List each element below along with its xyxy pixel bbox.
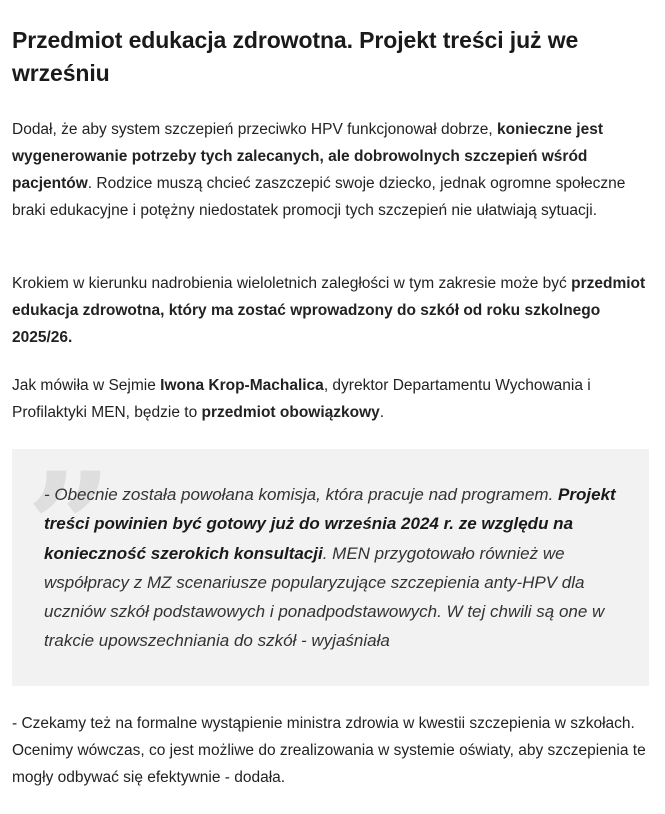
paragraph-bold-text: przedmiot obowiązkowy: [201, 404, 380, 421]
quote-bold-text: Projekt treści powinien być gotowy już do września 2024 r. ze względu na konieczność szerokich konsultacji: [44, 485, 616, 563]
person-name: Iwona Krop-Machalica: [160, 377, 324, 394]
article-heading: Przedmiot edukacja zdrowotna. Projekt treści już we wrześniu: [12, 27, 579, 86]
blockquote: [12, 440, 649, 686]
paragraph-text: , dyrektor Departamentu Wychowania i Profilaktyki MEN, będzie to: [12, 377, 591, 421]
paragraph-minister-statement: [12, 710, 652, 791]
paragraph-sejm-statement: [12, 372, 652, 426]
paragraph-health-education: [12, 270, 652, 351]
quote-text: . MEN przygotowało również we współpracy z MZ scenariusze popularyzujące szczepienia anty-HPV dla uczniów szkół podstawowych i ponadpodstawowych. W tej chwili są one w trakcie upowszechniania do szkół - wyjaśniała: [44, 543, 605, 651]
paragraph-bold-text: przedmiot edukacja zdrowotna, który ma zostać wprowadzony do szkół od roku szkolnego 2025/26.: [12, 275, 646, 346]
blockquote-text: [44, 480, 634, 656]
paragraph-text: . Rodzice muszą chcieć zaszczepić swoje dziecko, jednak ogromne społeczne braki edukacyjne i potężny niedostatek promocji tych szczepień nie ułatwiają sytuacji.: [12, 175, 626, 219]
paragraph-text: .: [379, 404, 385, 421]
paragraph-text: Krokiem w kierunku nadrobienia wieloletnich zaległości w tym zakresie może być: [12, 275, 572, 292]
paragraph-bold-text: konieczne jest wygenerowanie potrzeby tych zalecanych, ale dobrowolnych szczepień wśród pacjentów: [12, 121, 603, 192]
paragraph-text: Jak mówiła w Sejmie: [12, 377, 161, 394]
paragraph-text: Dodał, że aby system szczepień przeciwko HPV funkcjonował dobrze,: [12, 121, 498, 138]
quote-text: - Obecnie została powołana komisja, która pracuje nad programem.: [44, 485, 559, 504]
quotation-mark-icon: ”: [26, 440, 113, 616]
paragraph-hpv-system: [12, 116, 652, 224]
paragraph-text: - Czekamy też na formalne wystąpienie ministra zdrowia w kwestii szczepienia w szkołach. Ocenimy wówczas, co jest możliwe do zrealizowania w systemie oświaty, aby szczepienia te mogły odbywać się efektywnie - dodała.: [12, 715, 646, 786]
